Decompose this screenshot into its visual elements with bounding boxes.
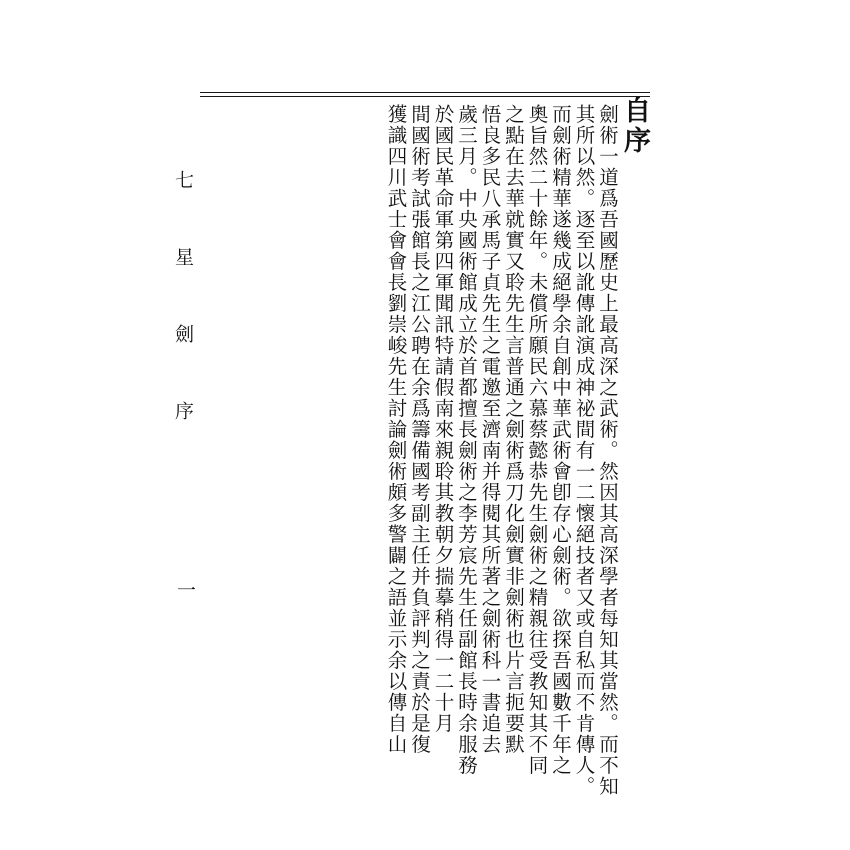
page-number: 一 xyxy=(174,580,196,599)
text-column-6: 悟良多民八承馬子貞先生之電邀至濟南并得閱其所著之劍術科一書追去 xyxy=(478,104,502,755)
text-column-5: 之點在去華就實又聆先生言普通之劍術爲刀化劍實非劍術也片言扼要默 xyxy=(502,104,525,755)
text-column-7: 歲三月。中央國術館成立於首都擅長劍術之李芳宸先生任副館長時余服務 xyxy=(455,104,478,776)
preface-heading: 自序 xyxy=(619,96,650,156)
rule-line-upper xyxy=(200,92,650,93)
vertical-text-block xyxy=(200,96,650,797)
text-column-1: 劍術一道爲吾國歷史上最高深之武術。然因其高深學者每知其當然。而不知 xyxy=(596,104,619,797)
running-title: 七 星 劍 序 xyxy=(172,170,194,438)
text-column-3: 而劍術精華遂幾成絕學余自創中華武術會卽存心劍術。欲探吾國數千年之 xyxy=(549,104,572,776)
text-column-4: 奧旨然二十餘年。未償所願民六慕蔡懿恭先生劍術之精親往受教知其不同 xyxy=(525,104,549,776)
text-column-8: 於國民革命軍第四軍聞訊特請假南來親聆其教朝夕揣摹稍得一二十月 xyxy=(431,104,455,734)
text-column-2: 其所以然。逐至以訛傳訛演成神祕間有一二懷絕技者又或自私而不肯傳人。 xyxy=(572,104,596,797)
text-column-9: 間國術考試張館長之江公聘在余爲籌備國考副主任并負評判之責於是復 xyxy=(408,104,431,755)
text-column-10: 獲識四川武士會會長劉崇峻先生討論劍術頗多警闢之語並示余以傳自山 xyxy=(384,104,408,755)
